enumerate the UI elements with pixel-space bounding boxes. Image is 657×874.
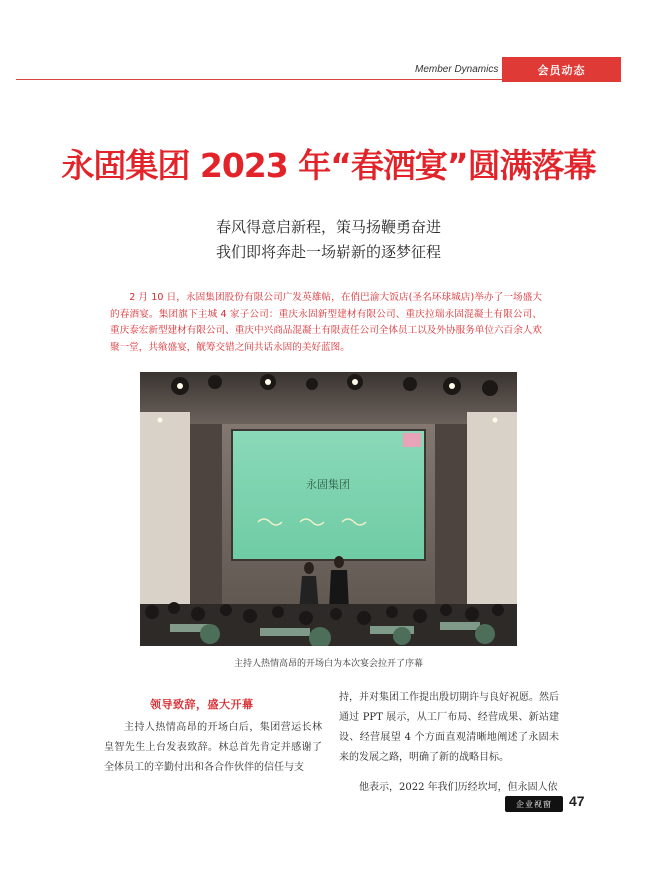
body-paragraph: 主持人热情高昂的开场白后，集团营运长林皇智先生上台发表致辞。林总首先肯定并感谢了全体员工的辛勤付出和各合作伙伴的信任与支 bbox=[104, 722, 322, 773]
screen-text: 永固集团 bbox=[306, 478, 350, 491]
article-subtitle-line-1: 春风得意启新程，策马扬鞭勇奋进 bbox=[215, 218, 441, 236]
event-photo-illustration bbox=[140, 372, 517, 646]
article-title: 永固集团 2023 年“春酒宴”圆满落幕 bbox=[61, 146, 596, 185]
page-number: 47 bbox=[569, 793, 585, 809]
photo-caption: 主持人热情高昂的开场白为本次宴会拉开了序幕 bbox=[233, 659, 423, 669]
section-tag: 会员动态 bbox=[502, 57, 621, 82]
body-column-left bbox=[104, 718, 322, 778]
article-intro: 2 月 10 日，永固集团股份有限公司广发英雄帖，在俏巴渝大饭店(圣名环球城店)举办了一场盛大的春酒宴。集团旗下主城 4 家子公司：重庆永固新型建材有限公司、重庆拉瑞永固混凝土有限公司、重庆泰宏新型建材有限公司、重庆中兴商品混凝土有限责任公司全体员工以及外协服务单位六百余人欢聚一堂，共飨盛宴，觥筹交错之间共话永固的美好蓝图。 bbox=[110, 292, 542, 353]
section-heading: 领导致辞，盛大开幕 bbox=[150, 698, 254, 711]
body-paragraph: 他表示，2022 年我们历经坎坷，但永固人依 bbox=[359, 782, 558, 793]
body-paragraph: 持，并对集团工作提出殷切期许与良好祝愿。然后通过 PPT 展示，从工厂布局、经营成果、新站建设、经营展望 4 个方面直观清晰地阐述了永固未来的发展之路，明确了新的战略目标。 bbox=[339, 692, 559, 763]
publication-name: 企业视窗 bbox=[505, 796, 563, 812]
body-column-right bbox=[339, 688, 559, 798]
event-photo bbox=[140, 372, 517, 646]
article-subtitle-line-2: 我们即将奔赴一场崭新的逐梦征程 bbox=[215, 243, 441, 261]
section-name-en: Member Dynamics bbox=[415, 64, 499, 75]
